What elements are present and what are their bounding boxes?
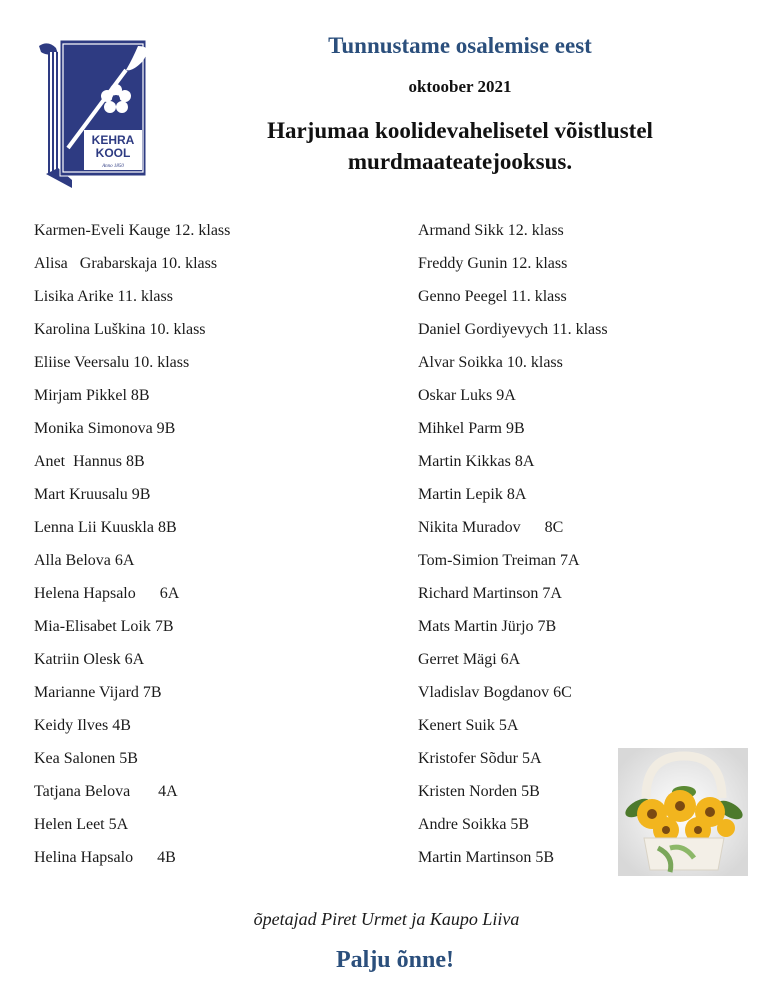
list-item: Martin Martinson 5B <box>418 849 554 866</box>
list-item: Martin Kikkas 8A <box>418 453 535 470</box>
page-title: Tunnustame osalemise eest <box>328 33 592 58</box>
list-item: Tatjana Belova 4A <box>34 783 178 800</box>
list-item: Karmen-Eveli Kauge 12. klass <box>34 222 231 239</box>
logo-text-line1: KEHRA <box>91 133 135 147</box>
list-item: Lisika Arike 11. klass <box>34 288 173 305</box>
list-item: Alvar Soikka 10. klass <box>418 354 563 371</box>
list-item: Alisa Grabarskaja 10. klass <box>34 255 218 272</box>
list-item: Eliise Veersalu 10. klass <box>34 354 190 371</box>
list-item: Armand Sikk 12. klass <box>418 222 564 239</box>
list-item: Kristofer Sõdur 5A <box>418 750 542 767</box>
list-item: Anet Hannus 8B <box>34 453 145 470</box>
event-title <box>220 115 700 177</box>
list-item: Martin Lepik 8A <box>418 486 527 503</box>
list-item: Kenert Suik 5A <box>418 717 519 734</box>
list-item: Kea Salonen 5B <box>34 750 138 767</box>
list-item: Mats Martin Jürjo 7B <box>418 618 557 635</box>
list-item: Freddy Gunin 12. klass <box>418 255 568 272</box>
list-item: Karolina Luškina 10. klass <box>34 321 206 338</box>
participants-left-column <box>34 219 230 879</box>
congratulations: Palju õnne! <box>335 947 454 973</box>
sunflower-basket-image <box>618 748 748 876</box>
list-item: Oskar Luks 9A <box>418 387 516 404</box>
list-item: Helena Hapsalo 6A <box>34 585 180 602</box>
list-item: Marianne Vijard 7B <box>34 684 162 701</box>
list-item: Keidy Ilves 4B <box>34 717 131 734</box>
list-item: Gerret Mägi 6A <box>418 651 521 668</box>
list-item: Kristen Norden 5B <box>418 783 540 800</box>
event-title-line2: murdmaateatejooksus. <box>347 149 573 174</box>
logo-text-line3: Anno 1850 <box>102 164 124 169</box>
list-item: Genno Peegel 11. klass <box>418 288 567 305</box>
list-item: Nikita Muradov 8C <box>418 519 564 536</box>
list-item: Mirjam Pikkel 8B <box>34 387 150 404</box>
teachers-line: õpetajad Piret Urmet ja Kaupo Liiva <box>253 909 520 929</box>
list-item: Mia-Elisabet Loik 7B <box>34 618 174 635</box>
list-item: Richard Martinson 7A <box>418 585 562 602</box>
list-item: Vladislav Bogdanov 6C <box>418 684 572 701</box>
list-item: Lenna Lii Kuuskla 8B <box>34 519 177 536</box>
list-item: Mihkel Parm 9B <box>418 420 525 437</box>
list-item: Helen Leet 5A <box>34 816 129 833</box>
participants-right-column <box>418 219 608 879</box>
list-item: Mart Kruusalu 9B <box>34 486 151 503</box>
list-item: Tom-Simion Treiman 7A <box>418 552 580 569</box>
list-item: Andre Soikka 5B <box>418 816 530 833</box>
list-item: Daniel Gordiyevych 11. klass <box>418 321 608 338</box>
list-item: Helina Hapsalo 4B <box>34 849 176 866</box>
date-line: oktoober 2021 <box>408 77 512 96</box>
list-item: Katriin Olesk 6A <box>34 651 145 668</box>
event-title-line1: Harjumaa koolidevahelisetel võistlustel <box>267 118 653 143</box>
logo-text-line2: KOOL <box>95 146 131 160</box>
list-item: Monika Simonova 9B <box>34 420 176 437</box>
list-item: Alla Belova 6A <box>34 552 135 569</box>
school-logo <box>36 38 156 188</box>
